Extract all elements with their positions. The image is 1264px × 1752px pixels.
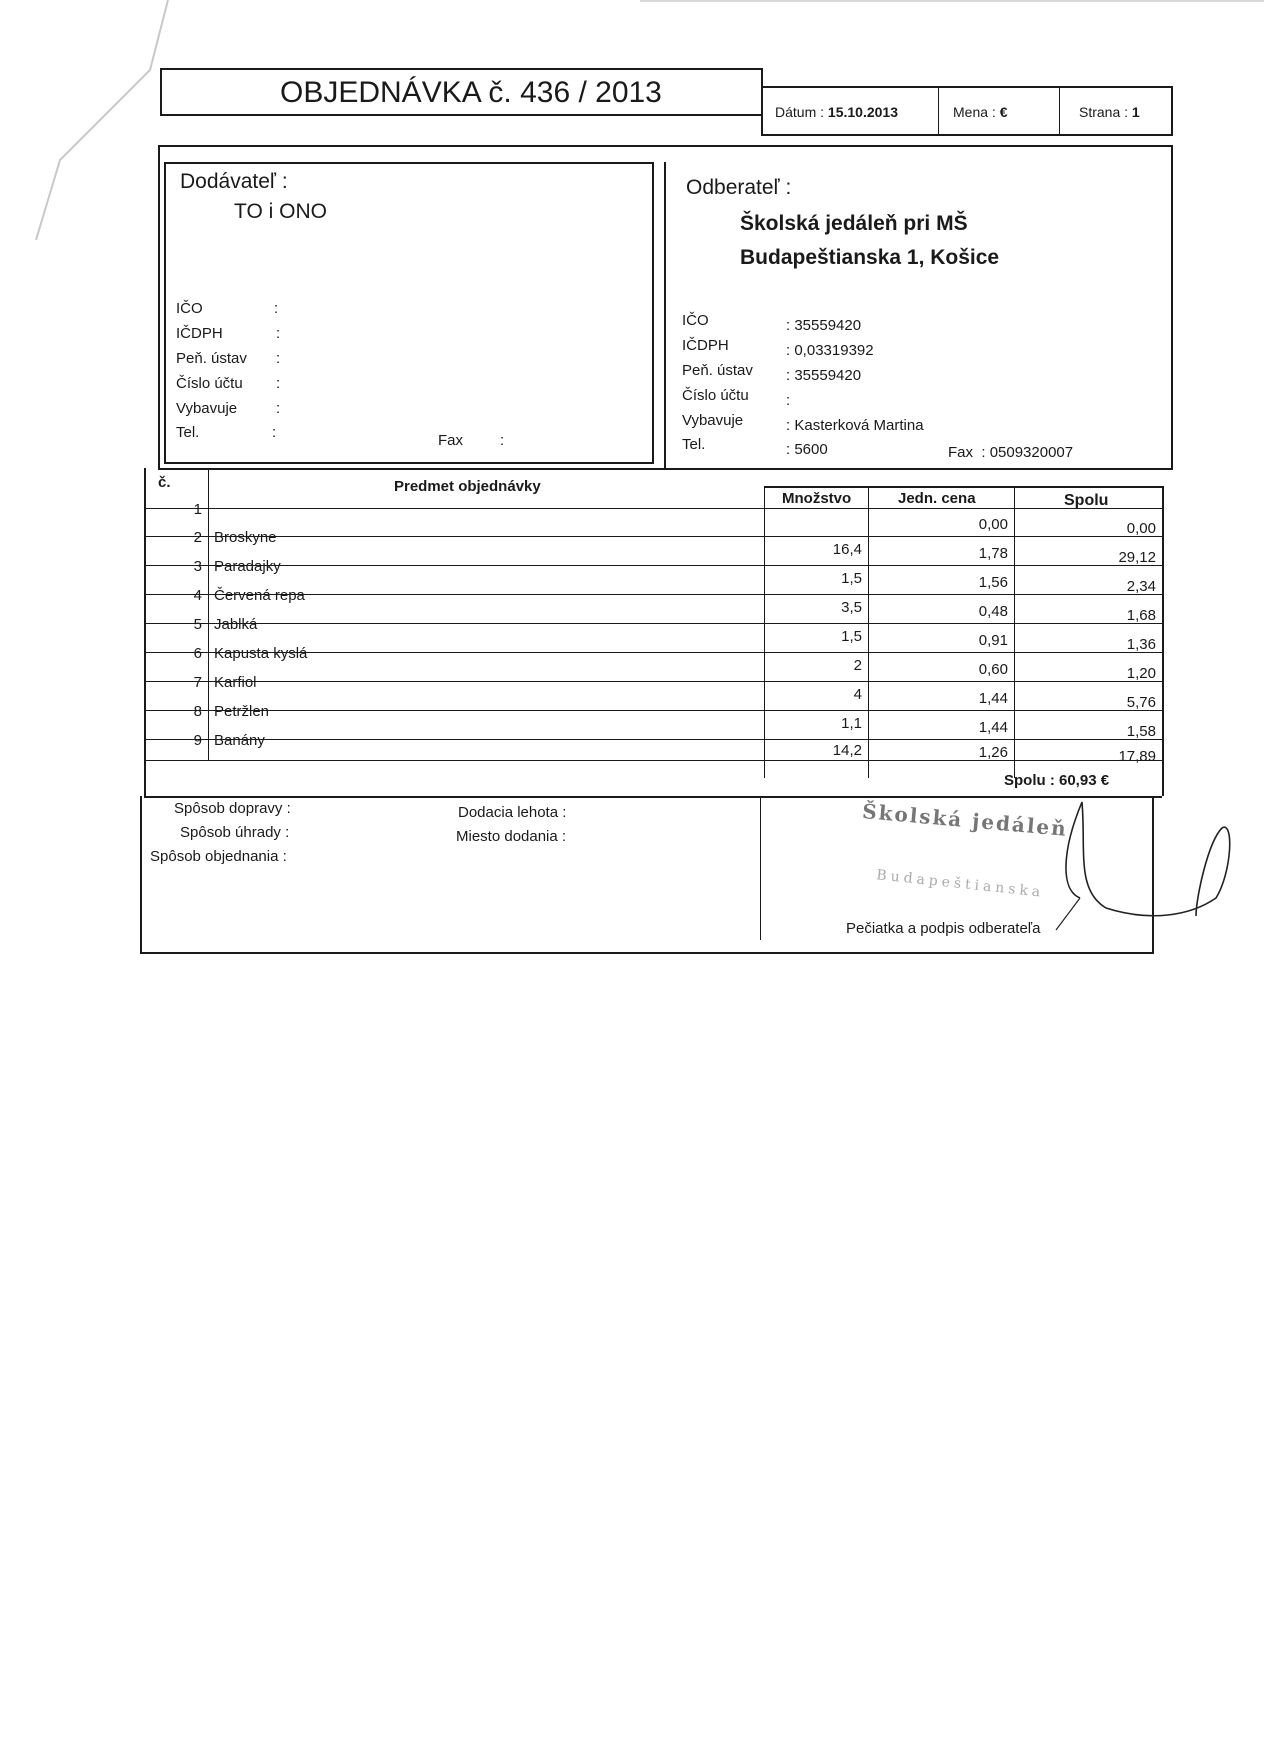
row-number: 1	[193, 501, 202, 518]
row-number: 8	[193, 703, 202, 720]
stamp-line-1: Školská jedáleň	[861, 799, 1069, 841]
order-title: OBJEDNÁVKA č. 436 / 2013	[280, 76, 662, 109]
footer-box	[140, 796, 1154, 954]
customer-icdph: : 0,03319392	[786, 342, 874, 359]
colon	[276, 325, 280, 342]
supplier-handler-label: Vybavuje	[176, 400, 238, 417]
customer-heading: Odberateľ :	[686, 176, 792, 199]
supplier-box	[164, 162, 654, 464]
supplier-bank-label: Peň. ústav	[176, 350, 247, 367]
supplier-heading: Dodávateľ :	[180, 170, 288, 193]
customer-account-label: Číslo účtu	[682, 387, 749, 404]
paper-edge-artifact	[0, 0, 180, 260]
page-label: Strana :	[1079, 104, 1129, 120]
item-qty: 2	[853, 657, 862, 674]
stamp-line-2: Budapeštianska	[875, 867, 1045, 901]
signature-scribble	[1020, 780, 1240, 940]
item-qty: 1,1	[841, 715, 862, 732]
grand-total-value: 60,93 €	[1059, 772, 1110, 789]
colon	[274, 300, 278, 317]
ordering-method: Spôsob objednania :	[150, 848, 287, 865]
item-unit-price: 1,44	[978, 690, 1008, 707]
grand-total-label: Spolu :	[1004, 772, 1055, 789]
currency-field	[953, 104, 1008, 120]
item-qty: 1,5	[841, 628, 862, 645]
item-name: Kapusta kyslá	[214, 645, 308, 662]
colon	[276, 350, 280, 367]
row-number: 3	[193, 558, 202, 575]
colon	[276, 400, 280, 417]
stamp-caption: Pečiatka a podpis odberateľa	[846, 920, 1041, 937]
item-name: Broskyne	[214, 529, 277, 546]
item-qty: 4	[853, 686, 862, 703]
item-total: 1,36	[1126, 636, 1156, 653]
item-qty: 3,5	[841, 599, 862, 616]
customer-icdph-value: 0,03319392	[794, 342, 874, 359]
customer-handler-value: Kasterková Martina	[794, 417, 924, 434]
item-total: 17,89	[1118, 748, 1156, 765]
customer-address: Budapeštianska 1, Košice	[740, 246, 1000, 269]
item-name: Jablká	[214, 616, 258, 633]
customer-tel: : 5600	[786, 441, 828, 458]
item-unit-price: 1,56	[978, 574, 1008, 591]
customer-tel-value: 5600	[794, 441, 828, 458]
currency-value: €	[999, 104, 1008, 120]
item-total: 29,12	[1118, 549, 1156, 566]
row-number: 7	[193, 674, 202, 691]
customer-bank: : 35559420	[786, 367, 862, 384]
col-header-total: Spolu	[1064, 492, 1109, 509]
supplier-ico-label: IČO	[176, 300, 203, 317]
customer-ico: : 35559420	[786, 317, 862, 334]
customer-ico-label: IČO	[682, 312, 709, 329]
col-header-no: č.	[158, 474, 171, 491]
date-label: Dátum :	[775, 104, 825, 120]
row-number: 5	[193, 616, 202, 633]
customer-handler-label: Vybavuje	[682, 412, 744, 429]
item-total: 1,68	[1126, 607, 1156, 624]
item-name: Červená repa	[214, 587, 305, 604]
item-total: 1,20	[1126, 665, 1156, 682]
col-header-unit-price: Jedn. cena	[898, 490, 976, 507]
date-value: 15.10.2013	[827, 104, 898, 120]
customer-handler: : Kasterková Martina	[786, 417, 924, 434]
supplier-account-label: Číslo účtu	[176, 375, 243, 392]
supplier-fax-label: Fax	[438, 432, 464, 449]
item-qty: 1,5	[841, 570, 862, 587]
customer-box	[664, 162, 1173, 470]
items-table	[144, 468, 1164, 798]
date-field	[775, 104, 898, 120]
item-qty: 16,4	[832, 541, 862, 558]
colon	[272, 424, 276, 441]
page-field	[1079, 104, 1140, 120]
customer-icdph-label: IČDPH	[682, 337, 729, 354]
customer-account: :	[786, 392, 791, 409]
currency-label: Mena :	[953, 104, 996, 120]
item-name: Karfiol	[214, 674, 257, 691]
item-name: Banány	[214, 732, 265, 749]
col-header-item: Predmet objednávky	[394, 478, 541, 495]
item-total: 5,76	[1126, 694, 1156, 711]
supplier-tel-label: Tel.	[176, 424, 200, 441]
customer-bank-value: 35559420	[794, 367, 862, 384]
order-title-box	[160, 68, 763, 116]
supplier-icdph-label: IČDPH	[176, 325, 223, 342]
customer-fax: Fax : 0509320007	[948, 444, 1074, 461]
top-edge-artifact	[640, 0, 1264, 2]
customer-bank-label: Peň. ústav	[682, 362, 753, 379]
page-value: 1	[1131, 104, 1140, 120]
item-name: Petržlen	[214, 703, 270, 720]
customer-name: Školská jedáleň pri MŠ	[740, 212, 968, 235]
item-unit-price: 0,91	[978, 632, 1008, 649]
customer-ico-value: 35559420	[794, 317, 862, 334]
item-unit-price: 1,44	[978, 719, 1008, 736]
item-unit-price: 0,60	[978, 661, 1008, 678]
customer-fax-value: 0509320007	[989, 444, 1074, 461]
item-unit-price: 1,78	[978, 545, 1008, 562]
customer-tel-label: Tel.	[682, 436, 706, 453]
item-total: 2,34	[1126, 578, 1156, 595]
row-number: 6	[193, 645, 202, 662]
transport-method: Spôsob dopravy :	[174, 800, 291, 817]
supplier-name: TO i ONO	[234, 200, 327, 223]
item-unit-price: 0,48	[978, 603, 1008, 620]
customer-fax-label: Fax	[948, 444, 974, 461]
item-total: 1,58	[1126, 723, 1156, 740]
item-name: Paradajky	[214, 558, 281, 575]
payment-method: Spôsob úhrady :	[180, 824, 290, 841]
item-unit-price: 0,00	[978, 516, 1008, 533]
item-qty: 14,2	[832, 742, 862, 759]
row-number: 4	[193, 587, 202, 604]
row-number: 2	[193, 529, 202, 546]
item-total: 0,00	[1126, 520, 1156, 537]
item-unit-price: 1,26	[978, 744, 1008, 761]
header-info-box	[761, 86, 1173, 136]
colon	[500, 432, 504, 449]
colon	[276, 375, 280, 392]
delivery-term: Dodacia lehota :	[458, 804, 567, 821]
delivery-place: Miesto dodania :	[456, 828, 567, 845]
col-header-qty: Množstvo	[782, 490, 852, 507]
row-number: 9	[193, 732, 202, 749]
